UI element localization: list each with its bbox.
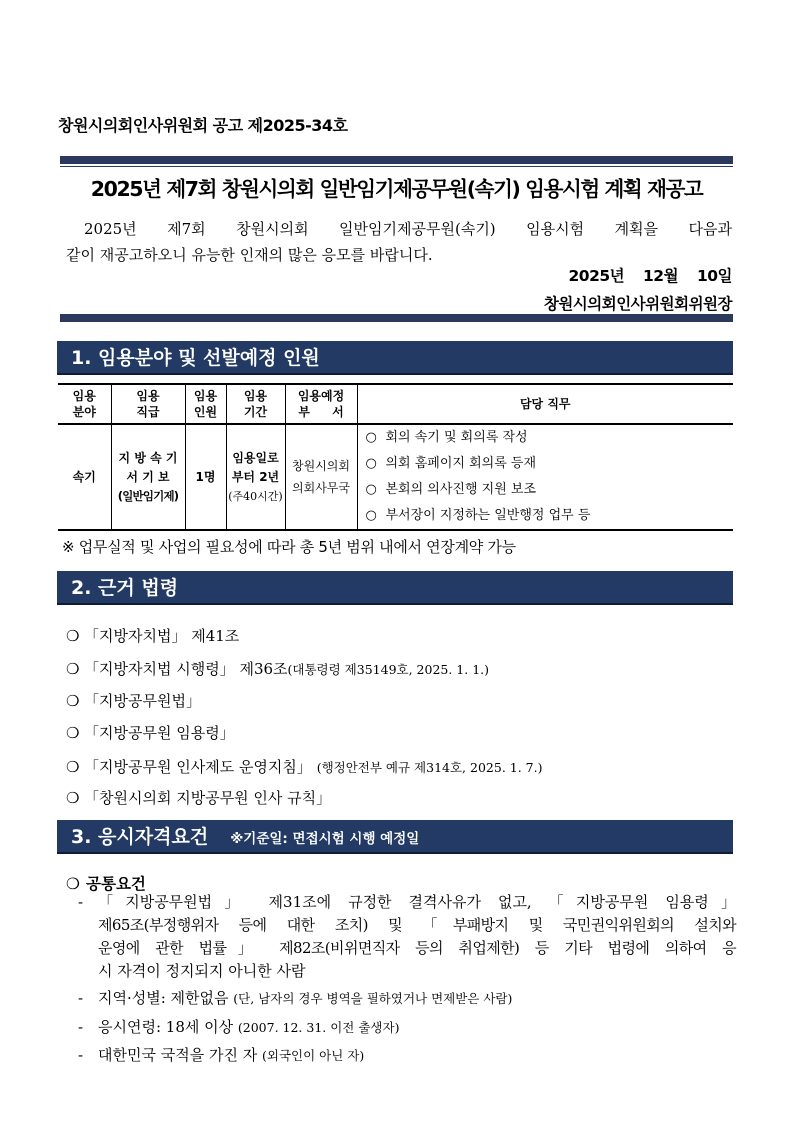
cell-grade: 지 방 속 기 서 기 보 (일반임기제) — [111, 424, 185, 530]
header-dept: 임용예정 부 서 — [285, 384, 357, 424]
extension-note: ※ 업무실적 및 사업의 필요성에 따라 총 5년 범위 내에서 연장계약 가능 — [62, 538, 516, 556]
intro-line-2: 같이 재공고하오니 유능한 인재의 많은 응모를 바랍니다. — [66, 246, 433, 264]
requirement-item: - 지역·성별: 제한없음 (단, 남자의 경우 병역을 필하였거나 면제받은 사람) — [78, 989, 513, 1007]
title-top-rule — [60, 156, 733, 164]
section-1-heading — [57, 341, 733, 375]
header-duties: 담당 직무 — [357, 384, 733, 424]
section-3-criteria-date: ※기준일: 면접시험 시행 예정일 — [230, 831, 420, 847]
law-item: ❍ 「지방자치법 시행령」 제36조(대통령령 제35149호, 2025. 1. 1.) — [66, 660, 490, 678]
cell-field: 속기 — [58, 424, 111, 530]
header-count: 임용 인원 — [185, 384, 226, 424]
section-3-heading — [57, 820, 733, 854]
requirement-item: - 「지방공무원법」 제31조에 규정한 결격사유가 없고, 「지방공무원 임용령」 제65조(부정행위자 등에 대한 조치) 및 「부패방지 및 국민권익위원회의 설치와 운영에 관한 법률」 제82조(비위면직자 등의 취업제한) 등 기타 법령에 의하여 응 시 자격이 정지되지 아니한 사람 — [78, 893, 736, 980]
law-item: ❍ 「지방자치법」 제41조 — [66, 627, 240, 645]
duty-item: ○ 부서장이 지정하는 일반행정 업무 등 — [365, 508, 591, 523]
notice-date: 2025년 12월 10일 — [568, 267, 732, 285]
cell-dept: 창원시의회 의회사무국 — [285, 424, 357, 530]
cell-period: 임용일로 부터 2년 (주40시간) — [226, 424, 285, 530]
section-3-heading-text: 3. 응시자격요건 — [71, 826, 209, 848]
intro-line-1: 2025년 제7회 창원시의회 일반임기제공무원(속기) 임용시험 계획을 다음과 — [84, 220, 732, 238]
signer: 창원시의회인사위원회위원장 — [543, 295, 732, 313]
section-1-heading-text: 1. 임용분야 및 선발예정 인원 — [71, 347, 320, 369]
section-2-heading — [57, 571, 733, 605]
law-item: ❍ 「지방공무원 임용령」 — [66, 724, 235, 742]
law-item: ❍ 「지방공무원법」 — [66, 692, 201, 710]
title-top-thin-rule — [60, 166, 733, 167]
section-2-heading-text: 2. 근거 법령 — [71, 577, 179, 599]
cell-duties — [357, 424, 733, 530]
document-title: 2025년 제7회 창원시의회 일반임기제공무원(속기) 임용시험 계획 재공고 — [90, 177, 703, 201]
header-grade: 임용 직급 — [111, 384, 185, 424]
common-requirements-title: ❍ 공통요건 — [66, 875, 146, 893]
table-row — [58, 424, 733, 530]
law-item: ❍ 「창원시의회 지방공무원 인사 규칙」 — [66, 789, 332, 807]
cell-count: 1명 — [185, 424, 226, 530]
table-header-row — [58, 384, 733, 424]
title-bottom-rule — [60, 314, 733, 322]
notice-number: 창원시의회인사위원회 공고 제2025-34호 — [58, 116, 348, 135]
duty-item: ○ 본회의 의사진행 지원 보조 — [365, 482, 537, 497]
header-period: 임용 기간 — [226, 384, 285, 424]
header-field: 임용 분야 — [58, 384, 111, 424]
duty-item: ○ 의회 홈페이지 회의록 등재 — [365, 456, 537, 471]
duty-item: ○ 회의 속기 및 회의록 작성 — [365, 430, 528, 445]
requirement-item: - 응시연령: 18세 이상 (2007. 12. 31. 이전 출생자) — [78, 1018, 400, 1036]
law-item: ❍ 「지방공무원 인사제도 운영지침」 (행정안전부 예규 제314호, 2025. 1. 7.) — [66, 758, 543, 776]
intro-paragraph — [66, 216, 732, 268]
requirement-item: - 대한민국 국적을 가진 자 (외국인이 아닌 자) — [78, 1046, 365, 1064]
recruitment-table — [58, 383, 733, 531]
